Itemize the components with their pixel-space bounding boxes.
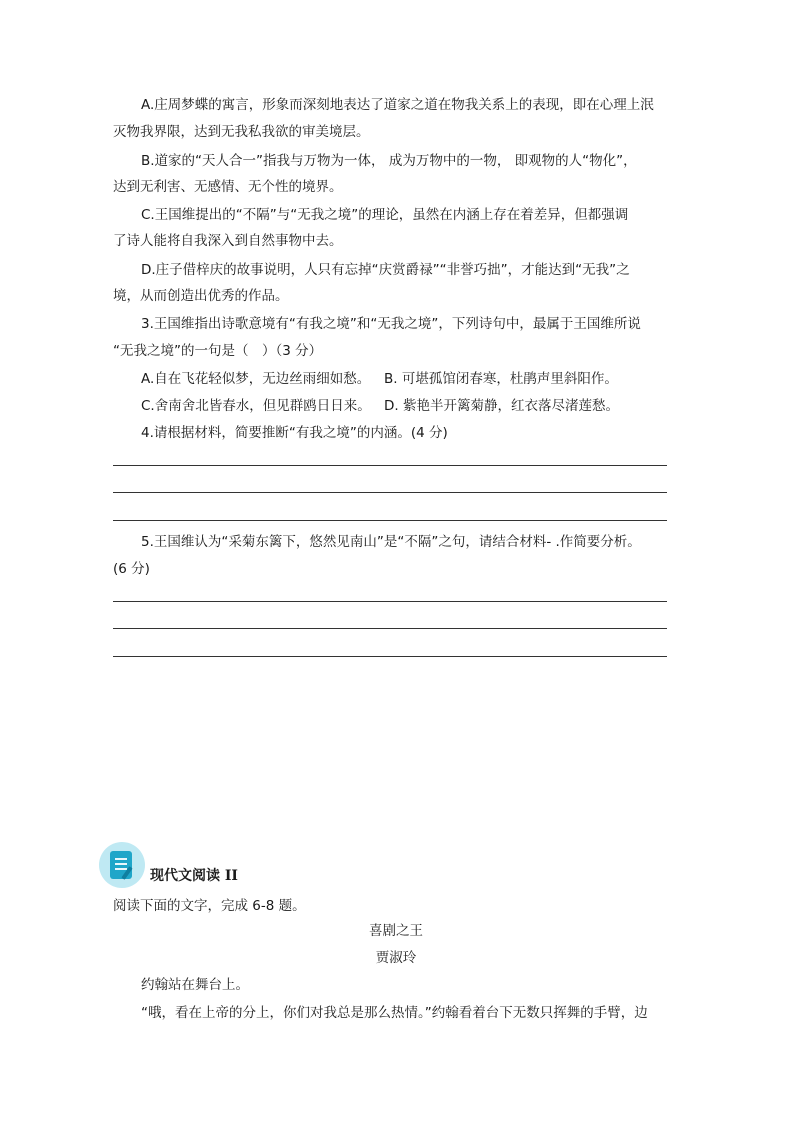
- question-3-line2: “无我之境”的一句是（ ）（3 分）: [113, 343, 323, 359]
- question-3-choice-a: A.自在飞花轻似梦，无边丝雨细如愁。: [141, 371, 371, 387]
- question-3-row1: [141, 370, 687, 388]
- question-3-row2: [141, 397, 687, 415]
- reading-instruction: 阅读下面的文字，完成 6-8 题。: [113, 898, 306, 914]
- option-c-line2: 了诗人能将自我深入到自然事物中去。: [113, 233, 343, 249]
- section-title: 现代文阅读 II: [150, 868, 238, 884]
- option-d-line2: 境，从而创造出优秀的作品。: [113, 288, 289, 304]
- option-b-line1: B.道家的“天人合一”指我与万物为一体， 成为万物中的一物， 即观物的人“物化”，: [141, 153, 637, 169]
- option-a-line2: 灭物我界限，达到无我私我欲的审美境层。: [113, 124, 370, 140]
- question-3-choice-d: D. 紫艳半开篱菊静，红衣落尽渚莲愁。: [384, 398, 619, 414]
- answer-line[interactable]: [113, 520, 667, 521]
- article-title: 喜剧之王: [369, 923, 423, 939]
- article-paragraph: “哦，看在上帝的分上，你们对我总是那么热情。”约翰看着台下无数只挥舞的手臂，边: [141, 1005, 648, 1021]
- question-5-line2: (6 分): [113, 561, 150, 577]
- answer-line[interactable]: [113, 465, 667, 466]
- answer-line[interactable]: [113, 492, 667, 493]
- option-d-line1: D.庄子借梓庆的故事说明，人只有忘掉“庆赏爵禄”“非誉巧拙”，才能达到“无我”之: [141, 262, 630, 278]
- answer-line[interactable]: [113, 628, 667, 629]
- option-b-line2: 达到无利害、无感情、无个性的境界。: [113, 179, 343, 195]
- option-a-line1: A.庄周梦蝶的寓言，形象而深刻地表达了道家之道在物我关系上的表现，即在心理上泯: [141, 97, 654, 113]
- question-3-line1: 3.王国维指出诗歌意境有“有我之境”和“无我之境”，下列诗句中，最属于王国维所说: [141, 316, 641, 332]
- article-author: 贾淑玲: [375, 950, 417, 966]
- article-paragraph: 约翰站在舞台上。: [141, 977, 249, 993]
- notebook-pen-icon: [99, 842, 145, 888]
- question-3-choice-b: B. 可堪孤馆闭春寒，杜鹃声里斜阳作。: [384, 371, 618, 387]
- option-c-line1: C.王国维提出的“不隔”与“无我之境”的理论，虽然在内涵上存在着差异，但都强调: [141, 207, 629, 223]
- answer-line[interactable]: [113, 656, 667, 657]
- question-5-line1: 5.王国维认为“采菊东篱下，悠然见南山”是“不隔”之句，请结合材料- .作简要分析。: [141, 534, 641, 550]
- question-4: 4.请根据材料，简要推断“有我之境”的内涵。(4 分): [141, 425, 448, 441]
- question-3-choice-c: C.舍南舍北皆春水，但见群鸥日日来。: [141, 398, 371, 414]
- answer-line[interactable]: [113, 601, 667, 602]
